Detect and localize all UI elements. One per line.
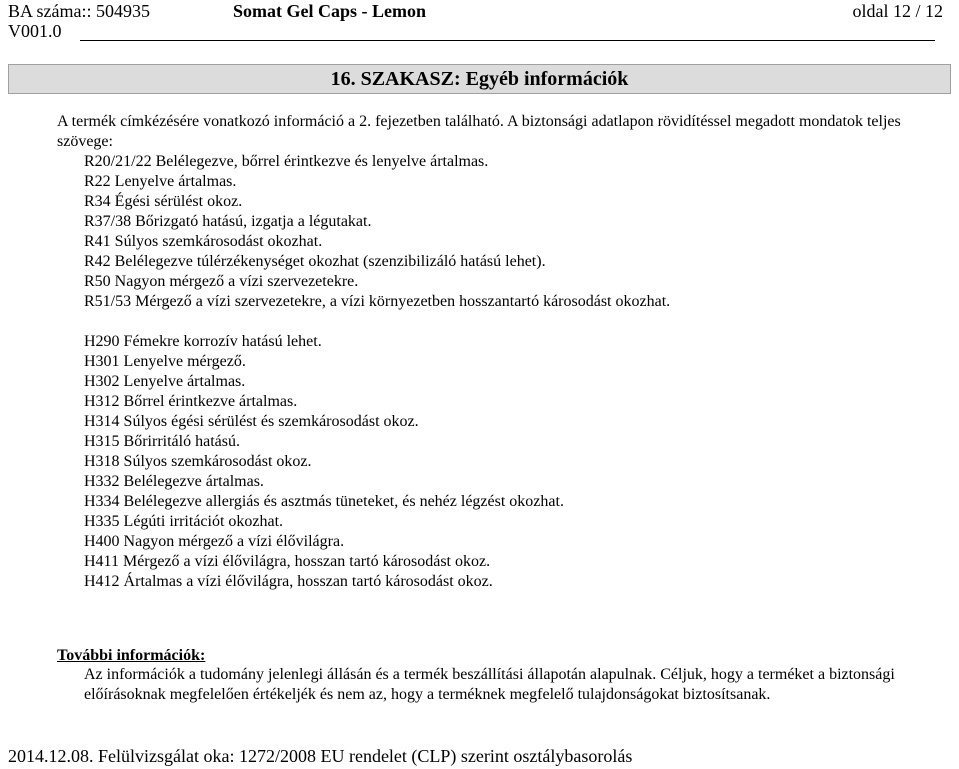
h-phrase: H400 Nagyon mérgező a vízi élővilágra. [84,533,345,550]
r-phrase: R20/21/22 Belélegezve, bőrrel érintkezve és lenyelve ártalmas. [84,153,489,170]
h-phrase: H314 Súlyos égési sérülést és szemkárosodást okoz. [84,413,419,430]
r-phrase: R34 Égési sérülést okoz. [84,193,243,210]
r-phrase: R22 Lenyelve ártalmas. [84,173,237,190]
section-title: 16. SZAKASZ: Egyéb információk [330,68,629,90]
r-phrase: R42 Belélegezve túlérzékenységet okozhat (szenzibilizáló hatású lehet). [84,253,546,270]
header-divider [80,40,935,41]
h-phrase: H332 Belélegezve ártalmas. [84,473,264,490]
revision-footer: 2014.12.08. Felülvizsgálat oka: 1272/2008 EU rendelet (CLP) szerint osztálybasorolás [8,746,633,766]
document-version: V001.0 [8,21,62,41]
product-name: Somat Gel Caps - Lemon [233,1,426,21]
h-phrase: H411 Mérgező a vízi élővilágra, hosszan tartó károsodást okoz. [84,553,491,570]
further-info-title: További információk: [57,647,206,664]
r-phrase: R37/38 Bőrizgató hatású, izgatja a légutakat. [84,213,372,230]
h-phrase: H301 Lenyelve mérgező. [84,353,246,370]
h-phrase: H335 Légúti irritációt okozhat. [84,513,284,530]
h-phrase: H334 Belélegezve allergiás és asztmás tüneteket, és nehéz légzést okozhat. [84,493,564,510]
r-phrase: R51/53 Mérgező a vízi szervezetekre, a vízi környezetben hosszantartó károsodást okozhat. [84,293,671,310]
r-phrase: R50 Nagyon mérgező a vízi szervezetekre. [84,273,359,290]
h-phrase: H318 Súlyos szemkárosodást okoz. [84,453,312,470]
intro-paragraph: A termék címkézésére vonatkozó információ a 2. fejezetben található. A biztonsági adatlapon rövidítéssel megadott mondatok teljes szövege: [57,113,901,150]
h-phrase: H302 Lenyelve ártalmas. [84,373,246,390]
h-phrase: H315 Bőrirritáló hatású. [84,433,240,450]
section-heading-bar [8,64,951,94]
h-phrase: H412 Ártalmas a vízi élővilágra, hosszan tartó károsodást okoz. [84,573,493,590]
r-phrase: R41 Súlyos szemkárosodást okozhat. [84,233,323,250]
document-id-block [8,1,150,41]
further-info-text: Az információk a tudomány jelenlegi állásán és a termék beszállítási állapotán alapulnak. Céljuk, hogy a terméket a biztonsági előírásoknak megfelelően értékeljék és nem az, hogy a terméknek megfelelő tulajdonságokat biztosítsanak. [84,666,895,703]
h-phrase: H312 Bőrrel érintkezve ártalmas. [84,393,298,410]
r-phrase-list [84,152,670,312]
h-phrase: H290 Fémekre korrozív hatású lehet. [84,333,322,350]
page-header [8,1,943,41]
h-phrase-list [84,332,564,592]
document-number: BA száma:: 504935 [8,1,150,21]
page-number: oldal 12 / 12 [852,1,943,21]
